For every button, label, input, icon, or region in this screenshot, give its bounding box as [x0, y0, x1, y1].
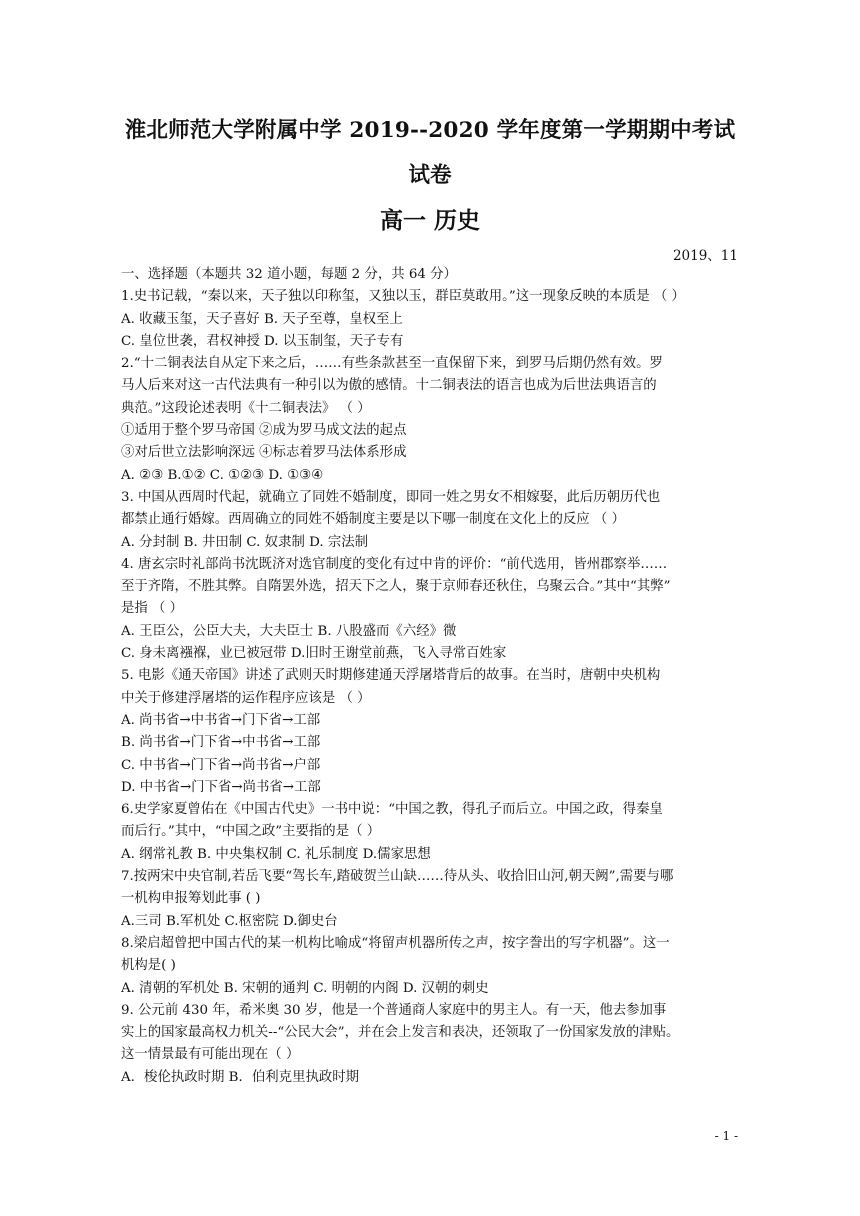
text-line: D. 中书省→门下省→尚书省→工部	[121, 779, 321, 795]
text-line: 而后行。”其中，“中国之政”主要指的是（ ）	[121, 824, 381, 840]
exam-title: 淮北师范大学附属中学 2019--2020 学年度第一学期期中考试	[124, 118, 736, 143]
text-line: A. ②③ B.①② C. ①②③ D. ①③④	[121, 467, 324, 483]
text-line: 是指 （ ）	[121, 601, 184, 617]
text-line: 至于齐隋，不胜其弊。自隋罢外选，招天下之人，聚于京师春还秋住，乌聚云合。”其中“其弊”	[121, 579, 671, 595]
text-line: 8.梁启超曾把中国古代的某一机构比喻成“将留声机器所传之声，按字誊出的写字机器”。这一	[121, 935, 670, 951]
text-line: A. 尚书省→中书省→门下省→工部	[121, 712, 321, 728]
text-line: C. 皇位世袭，君权神授 D. 以玉制玺，天子专有	[121, 333, 404, 349]
text-line: C. 中书省→门下省→尚书省→户部	[121, 757, 321, 773]
text-line: 一、选择题（本题共 32 道小题，每题 2 分，共 64 分）	[121, 267, 457, 282]
text-line: 实上的国家最高权力机关--“公民大会”，并在会上发言和表决，还领取了一份国家发放的津贴。	[121, 1025, 680, 1041]
text-line: 典范。”这段论述表明《十二铜表法》 （ ）	[121, 400, 371, 416]
text-line: 机构是( )	[121, 958, 176, 974]
text-line: 1.史书记载，“秦以来，天子独以印称玺，又独以玉，群臣莫敢用。”这一现象反映的本质是 （ ）	[121, 289, 685, 305]
page-number: - 1 -	[714, 1129, 738, 1143]
text-line: A. 王臣公，公臣大夫，大夫臣士 B. 八股盛而《六经》微	[121, 623, 457, 639]
exam-title-continued: 试卷	[408, 163, 452, 188]
text-line: 9. 公元前 430 年，希米奥 30 岁，他是一个普通商人家庭中的男主人。有一天，他去参加事	[121, 1002, 667, 1018]
text-line: A. 纲常礼教 B. 中央集权制 C. 礼乐制度 D.儒家思想	[121, 846, 431, 862]
text-line: A.三司 B.军机处 C.枢密院 D.御史台	[121, 913, 338, 929]
subject-heading: 高一 历史	[379, 208, 480, 234]
text-line: 2.“十二铜表法自从定下来之后，……有些条款甚至一直保留下来，到罗马后期仍然有效。罗	[121, 356, 663, 372]
text-line: A．梭伦执政时期 B．伯利克里执政时期	[121, 1069, 360, 1085]
text-line: 都禁止通行婚嫁。西周确立的同姓不婚制度主要是以下哪一制度在文化上的反应 （ ）	[121, 512, 625, 528]
text-line: C. 身未离襁褓，业已被冠带 D.旧时王谢堂前燕，飞入寻常百姓家	[121, 646, 507, 662]
text-line: 4. 唐玄宗时礼部尚书沈既济对选官制度的变化有过中肯的评价：“前代选用，皆州郡察举……	[121, 556, 668, 572]
text-line: 7.按两宋中央官制,若岳飞要“驾长车,踏破贺兰山缺……待从头、收拾旧山河,朝天阙”,需要与哪	[121, 869, 674, 885]
exam-body	[121, 264, 740, 1089]
text-line: 5. 电影《通天帝国》讲述了武则天时期修建通天浮屠塔背后的故事。在当时，唐朝中央机构	[121, 668, 661, 684]
exam-date: 2019、11	[672, 248, 738, 264]
text-line: ③对后世立法影响深远 ④标志着罗马法体系形成	[121, 445, 407, 461]
text-line: 一机构申报筹划此事 ( )	[121, 891, 261, 907]
text-line: B. 尚书省→门下省→中书省→工部	[121, 735, 321, 751]
text-line: 中关于修建浮屠塔的运作程序应该是 （ ）	[121, 690, 371, 706]
text-line: A. 分封制 B. 井田制 C. 奴隶制 D. 宗法制	[121, 534, 369, 550]
text-line: A. 清朝的军机处 B. 宋朝的通判 C. 明朝的内阁 D. 汉朝的刺史	[121, 980, 489, 996]
text-line: 这一情景最有可能出现在（ ）	[121, 1047, 300, 1063]
text-line: 3. 中国从西周时代起，就确立了同姓不婚制度，即同一姓之男女不相嫁娶，此后历朝历代也	[121, 489, 661, 505]
text-line: A. 收藏玉玺，天子喜好 B. 天子至尊，皇权至上	[121, 311, 403, 327]
text-line: 马人后来对这一古代法典有一种引以为傲的感情。十二铜表法的语言也成为后世法典语言的	[121, 378, 657, 394]
text-line: ①适用于整个罗马帝国 ②成为罗马成文法的起点	[121, 423, 407, 439]
text-line: 6.史学家夏曾佑在《中国古代史》一书中说：“中国之教，得孔子而后立。中国之政，得秦皇	[121, 802, 663, 818]
